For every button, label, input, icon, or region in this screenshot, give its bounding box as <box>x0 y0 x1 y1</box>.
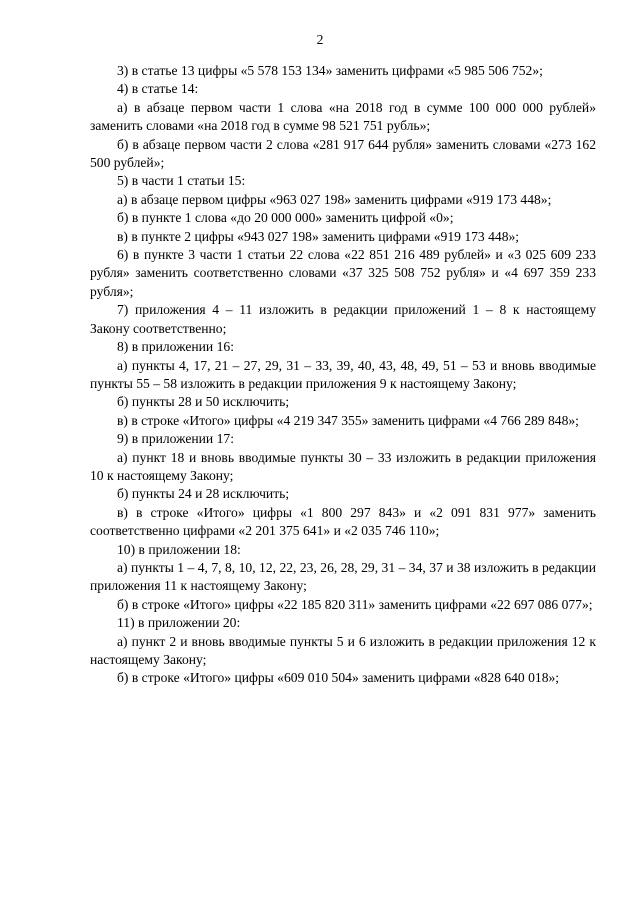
paragraph-appendix-17-a: а) пункт 18 и вновь вводимые пункты 30 – 33 изложить в редакции приложения 10 к настоящему Закону; <box>90 449 596 483</box>
paragraph-amend-article-13: 3) в статье 13 цифры «5 578 153 134» заменить цифрами «5 985 506 752»; <box>117 63 543 78</box>
paragraph-appendix-16-a: а) пункты 4, 17, 21 – 27, 29, 31 – 33, 39, 40, 43, 48, 49, 51 – 53 и вновь вводимые пункты 55 – 58 изложить в редакции приложения 9 к настоящему Закону; <box>90 357 596 391</box>
paragraph-article-15-heading: 5) в части 1 статьи 15: <box>117 173 246 189</box>
paragraph-article-15-a: а) в абзаце первом цифры «963 027 198» заменить цифрами «919 173 448»; <box>117 191 552 207</box>
document-body <box>90 62 596 688</box>
paragraph-appendix-17-heading: 9) в приложении 17: <box>117 431 234 447</box>
paragraph-article-15-b: б) в пункте 1 слова «до 20 000 000» заменить цифрой «0»; <box>117 210 454 226</box>
paragraph-article-15-c: в) в пункте 2 цифры «943 027 198» заменить цифрами «919 173 448»; <box>117 228 520 244</box>
paragraph-appendix-17-b: б) пункты 24 и 28 исключить; <box>117 486 290 502</box>
paragraph-appendix-20-a: а) пункт 2 и вновь вводимые пункты 5 и 6 изложить в редакции приложения 12 к настоящему Закону; <box>90 633 596 667</box>
paragraph-appendix-18-heading: 10) в приложении 18: <box>117 541 241 557</box>
paragraph-appendix-20-heading: 11) в приложении 20: <box>117 615 241 631</box>
paragraph-appendix-16-b: б) пункты 28 и 50 исключить; <box>117 394 290 410</box>
paragraph-appendix-20-b: б) в строке «Итого» цифры «609 010 504» заменить цифрами «828 640 018»; <box>117 670 560 686</box>
paragraph-article-14-b: б) в абзаце первом части 2 слова «281 917 644 рубля» заменить словами «273 162 500 рублей»; <box>90 136 596 171</box>
paragraph-article-14-heading: 4) в статье 14: <box>117 81 199 97</box>
page-number: 2 <box>316 32 324 47</box>
paragraph-appendix-16-c: в) в строке «Итого» цифры «4 219 347 355» заменить цифрами «4 766 289 848»; <box>117 412 579 428</box>
paragraph-appendix-18-a: а) пункты 1 – 4, 7, 8, 10, 12, 22, 23, 26, 28, 29, 31 – 34, 37 и 38 изложить в редакции приложения 11 к настоящему Закону; <box>90 559 596 594</box>
paragraph-appendix-16-heading: 8) в приложении 16: <box>117 339 234 355</box>
paragraph-appendices-4-11: 7) приложения 4 – 11 изложить в редакции приложений 1 – 8 к настоящему Закону соответственно; <box>90 302 596 336</box>
paragraph-appendix-18-b: б) в строке «Итого» цифры «22 185 820 311» заменить цифрами «22 697 086 077»; <box>117 596 593 612</box>
paragraph-appendix-17-c: в) в строке «Итого» цифры «1 800 297 843» и «2 091 831 977» заменить соответственно цифрами «2 201 375 641» и «2 035 746 110»; <box>90 504 596 539</box>
paragraph-article-14-a: а) в абзаце первом части 1 слова «на 2018 год в сумме 100 000 000 рублей» заменить словами «на 2018 год в сумме 98 521 751 рубль»; <box>90 99 596 134</box>
paragraph-article-22: 6) в пункте 3 части 1 статьи 22 слова «22 851 216 489 рублей» и «3 025 609 233 рубля» заменить соответственно словами «37 325 508 752 рубля» и «4 697 359 233 рубля»; <box>90 247 596 299</box>
